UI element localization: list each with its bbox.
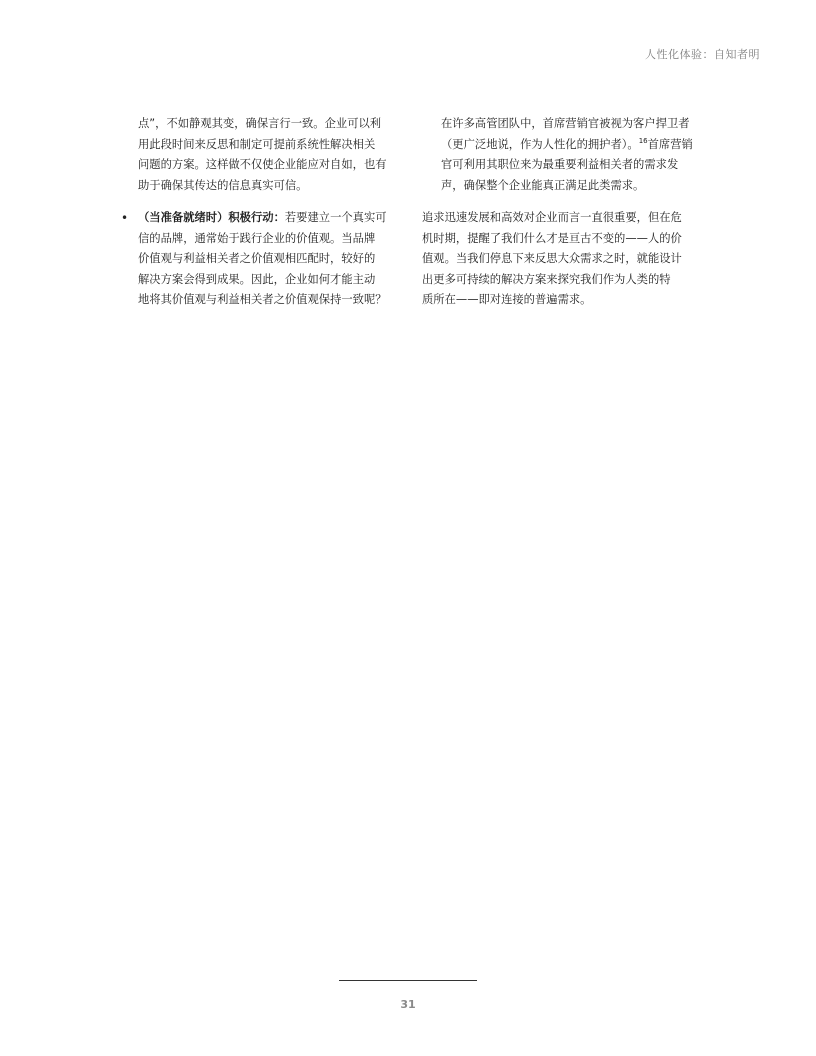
cmo-paragraph-text-b: 首席营销 官可利用其职位来为最重要利益相关者的需求发 声，确保整个企业能真正满足此类需求。 xyxy=(441,137,693,192)
values-paragraph: 追求迅速发展和高效对企业而言一直很重要，但在危 机时期，提醒了我们什么才是亘古不变的——人的价 值观。当我们停息下来反思大众需求之时，就能设计 出更多可持续的解决方案来探究我们作为人类的特 质所在——即对连接的普遍需求。 xyxy=(422,211,682,306)
bullet-item xyxy=(121,208,410,311)
bullet-lead: （当准备就绪时）积极行动： xyxy=(138,211,285,224)
right-column-paragraph-1 xyxy=(441,114,713,196)
cmo-paragraph xyxy=(441,114,713,196)
running-header: 人性化体验：自知者明 xyxy=(645,48,760,61)
right-column-paragraph-2 xyxy=(422,208,712,311)
footer-divider xyxy=(339,980,477,981)
bullet-text: 若要建立一个真实可 信的品牌，通常始于践行企业的价值观。当品牌 价值观与利益相关者之价值观相匹配时，较好的 解决方案会得到成果。因此，企业如何才能主动 地将其价值观与利益相关者之价值观保持一致呢？ xyxy=(138,211,387,306)
footnote-reference: 16 xyxy=(638,136,648,145)
left-column-continuation xyxy=(138,114,410,196)
bullet-marker: • xyxy=(121,211,129,225)
page-number: 31 xyxy=(400,998,416,1011)
cmo-paragraph-text-a: 在许多高管团队中，首席营销官被视为客户捍卫者 （更广泛地说，作为人性化的拥护者）。 xyxy=(441,117,690,151)
bullet-paragraph xyxy=(138,208,410,311)
continuation-paragraph: 点”，不如静观其变，确保言行一致。企业可以利 用此段时间来反思和制定可提前系统性解决相关 问题的方案。这样做不仅使企业能应对自如，也有 助于确保其传达的信息真实可信。 xyxy=(138,117,387,192)
